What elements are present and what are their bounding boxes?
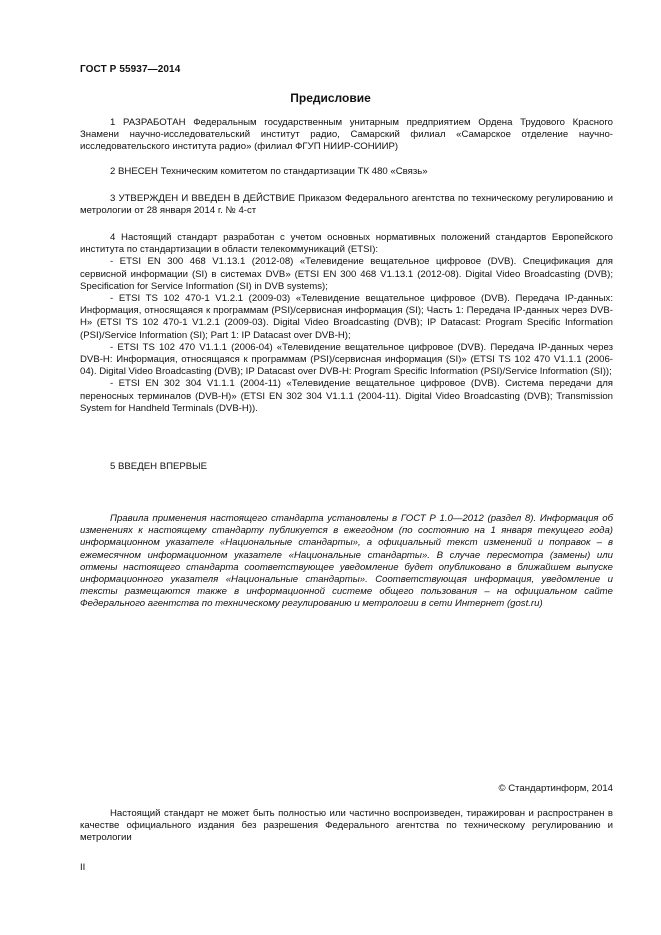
paragraph-first-introduced: [80, 461, 613, 473]
paragraph-approved: [80, 193, 613, 217]
paragraph-introduced: [80, 166, 613, 178]
paragraph-text: 2 ВНЕСЕН Техническим комитетом по стандартизации ТК 480 «Связь»: [110, 166, 428, 177]
paragraph-text: 3 УТВЕРЖДЕН И ВВЕДЕН В ДЕЙСТВИЕ Приказом Федерального агентства по техническому регулированию и метрологии от 28 января 2014 г. № 4-ст: [80, 193, 613, 217]
page-title: Предисловие: [290, 91, 371, 105]
reproduction-text: Настоящий стандарт не может быть полностью или частично воспроизведен, тиражирован и распространен в качестве официального издания без разрешения Федерального агентства по техническому регулированию и метрологии: [80, 808, 613, 844]
notice-text: Правила применения настоящего стандарта установлены в ГОСТ Р 1.0—2012 (раздел 8). Информация об изменениях к настоящему стандарту публикуется в ежегодном (по состоянию на 1 января текущего года) информационном указателе «Национальные стандарты», а официальный текст изменений и поправок – в ежемесячном информационном указателе «Национальные стандарты». В случае пересмотра (замены) или отмены настоящего стандарта соответствующее уведомление будет опубликовано в ближайшем выпуске информационного указателя «Национальные стандарты». Соответствующая информация, уведомление и тексты размещаются также в информационной системе общего пользования – на официальном сайте Федерального агентства по техническому регулированию и метрологии в сети Интернет (gost.ru): [80, 513, 613, 610]
paragraph-text: 1 РАЗРАБОТАН Федеральным государственным унитарным предприятием Ордена Трудового Красного Знамени научно-исследовательский институт радио, Самарский филиал «Самарское отделение научно-исследовательского института радио» (филиал ФГУП НИИР-СОНИИР): [80, 117, 613, 153]
reproduction-notice: [80, 808, 613, 845]
list-item: - ETSI TS 102 470-1 V1.2.1 (2009-03) «Телевидение вещательное цифровое (DVB). Передача IP-данных: Информация, относящаяся к программам (PSI)/сервисная информация (SI); Часть 1: Передача IP-данных через DVB-H» (ETSI TS 102 470-1 V1.2.1 (2009-03). Digital Video Broadcasting (DVB); IP Datacast: Program Specific Information (PSI)/Service Information (SI); Part 1: IP Datacast over DVB-H);: [80, 293, 613, 341]
list-item: - ETSI EN 300 468 V1.13.1 (2012-08) «Телевидение вещательное цифровое (DVB). Спецификация для сервисной информации (SI) в системах DVB» (ETSI EN 300 468 V1.13.1 (2012-08). Digital Video Broadcasting (DVB); Specification for Service Information (SI) in DVB systems);: [80, 256, 613, 292]
application-rules-notice: [80, 513, 613, 611]
list-item: - ETSI EN 302 304 V1.1.1 (2004-11) «Телевидение вещательное цифровое (DVB). Система передачи для переносных терминалов (DVB-H)» (ETSI EN 302 304 V1.1.1 (2004-11). Digital Video Broadcasting (DVB); Transmission System for Handheld Terminals (DVB-H)).: [80, 378, 613, 414]
paragraph-developed: [80, 117, 613, 154]
page-number: II: [80, 862, 86, 873]
list-item: - ETSI TS 102 470 V1.1.1 (2006-04) «Телевидение вещательное цифровое (DVB). Передача IP-данных через DVB-H: Информация, относящаяся к программам (PSI)/сервисная информация (SI)» (ETSI TS 102 470 V1.1.1 (2006-04). Digital Video Broadcasting (DVB); IP Datacast over DVB-H: Program Specific Information (PSI)/Service Information (SI));: [80, 341, 613, 378]
paragraph-etsi-basis: [80, 232, 613, 415]
copyright: © Стандартинформ, 2014: [498, 783, 613, 794]
paragraph-text: 5 ВВЕДЕН ВПЕРВЫЕ: [110, 461, 208, 472]
paragraph-text: 4 Настоящий стандарт разработан с учетом основных нормативных положений стандартов Европейского института по стандартизации в области телекоммуникаций (ETSI):: [80, 232, 613, 256]
standard-code: ГОСТ Р 55937—2014: [80, 64, 181, 75]
